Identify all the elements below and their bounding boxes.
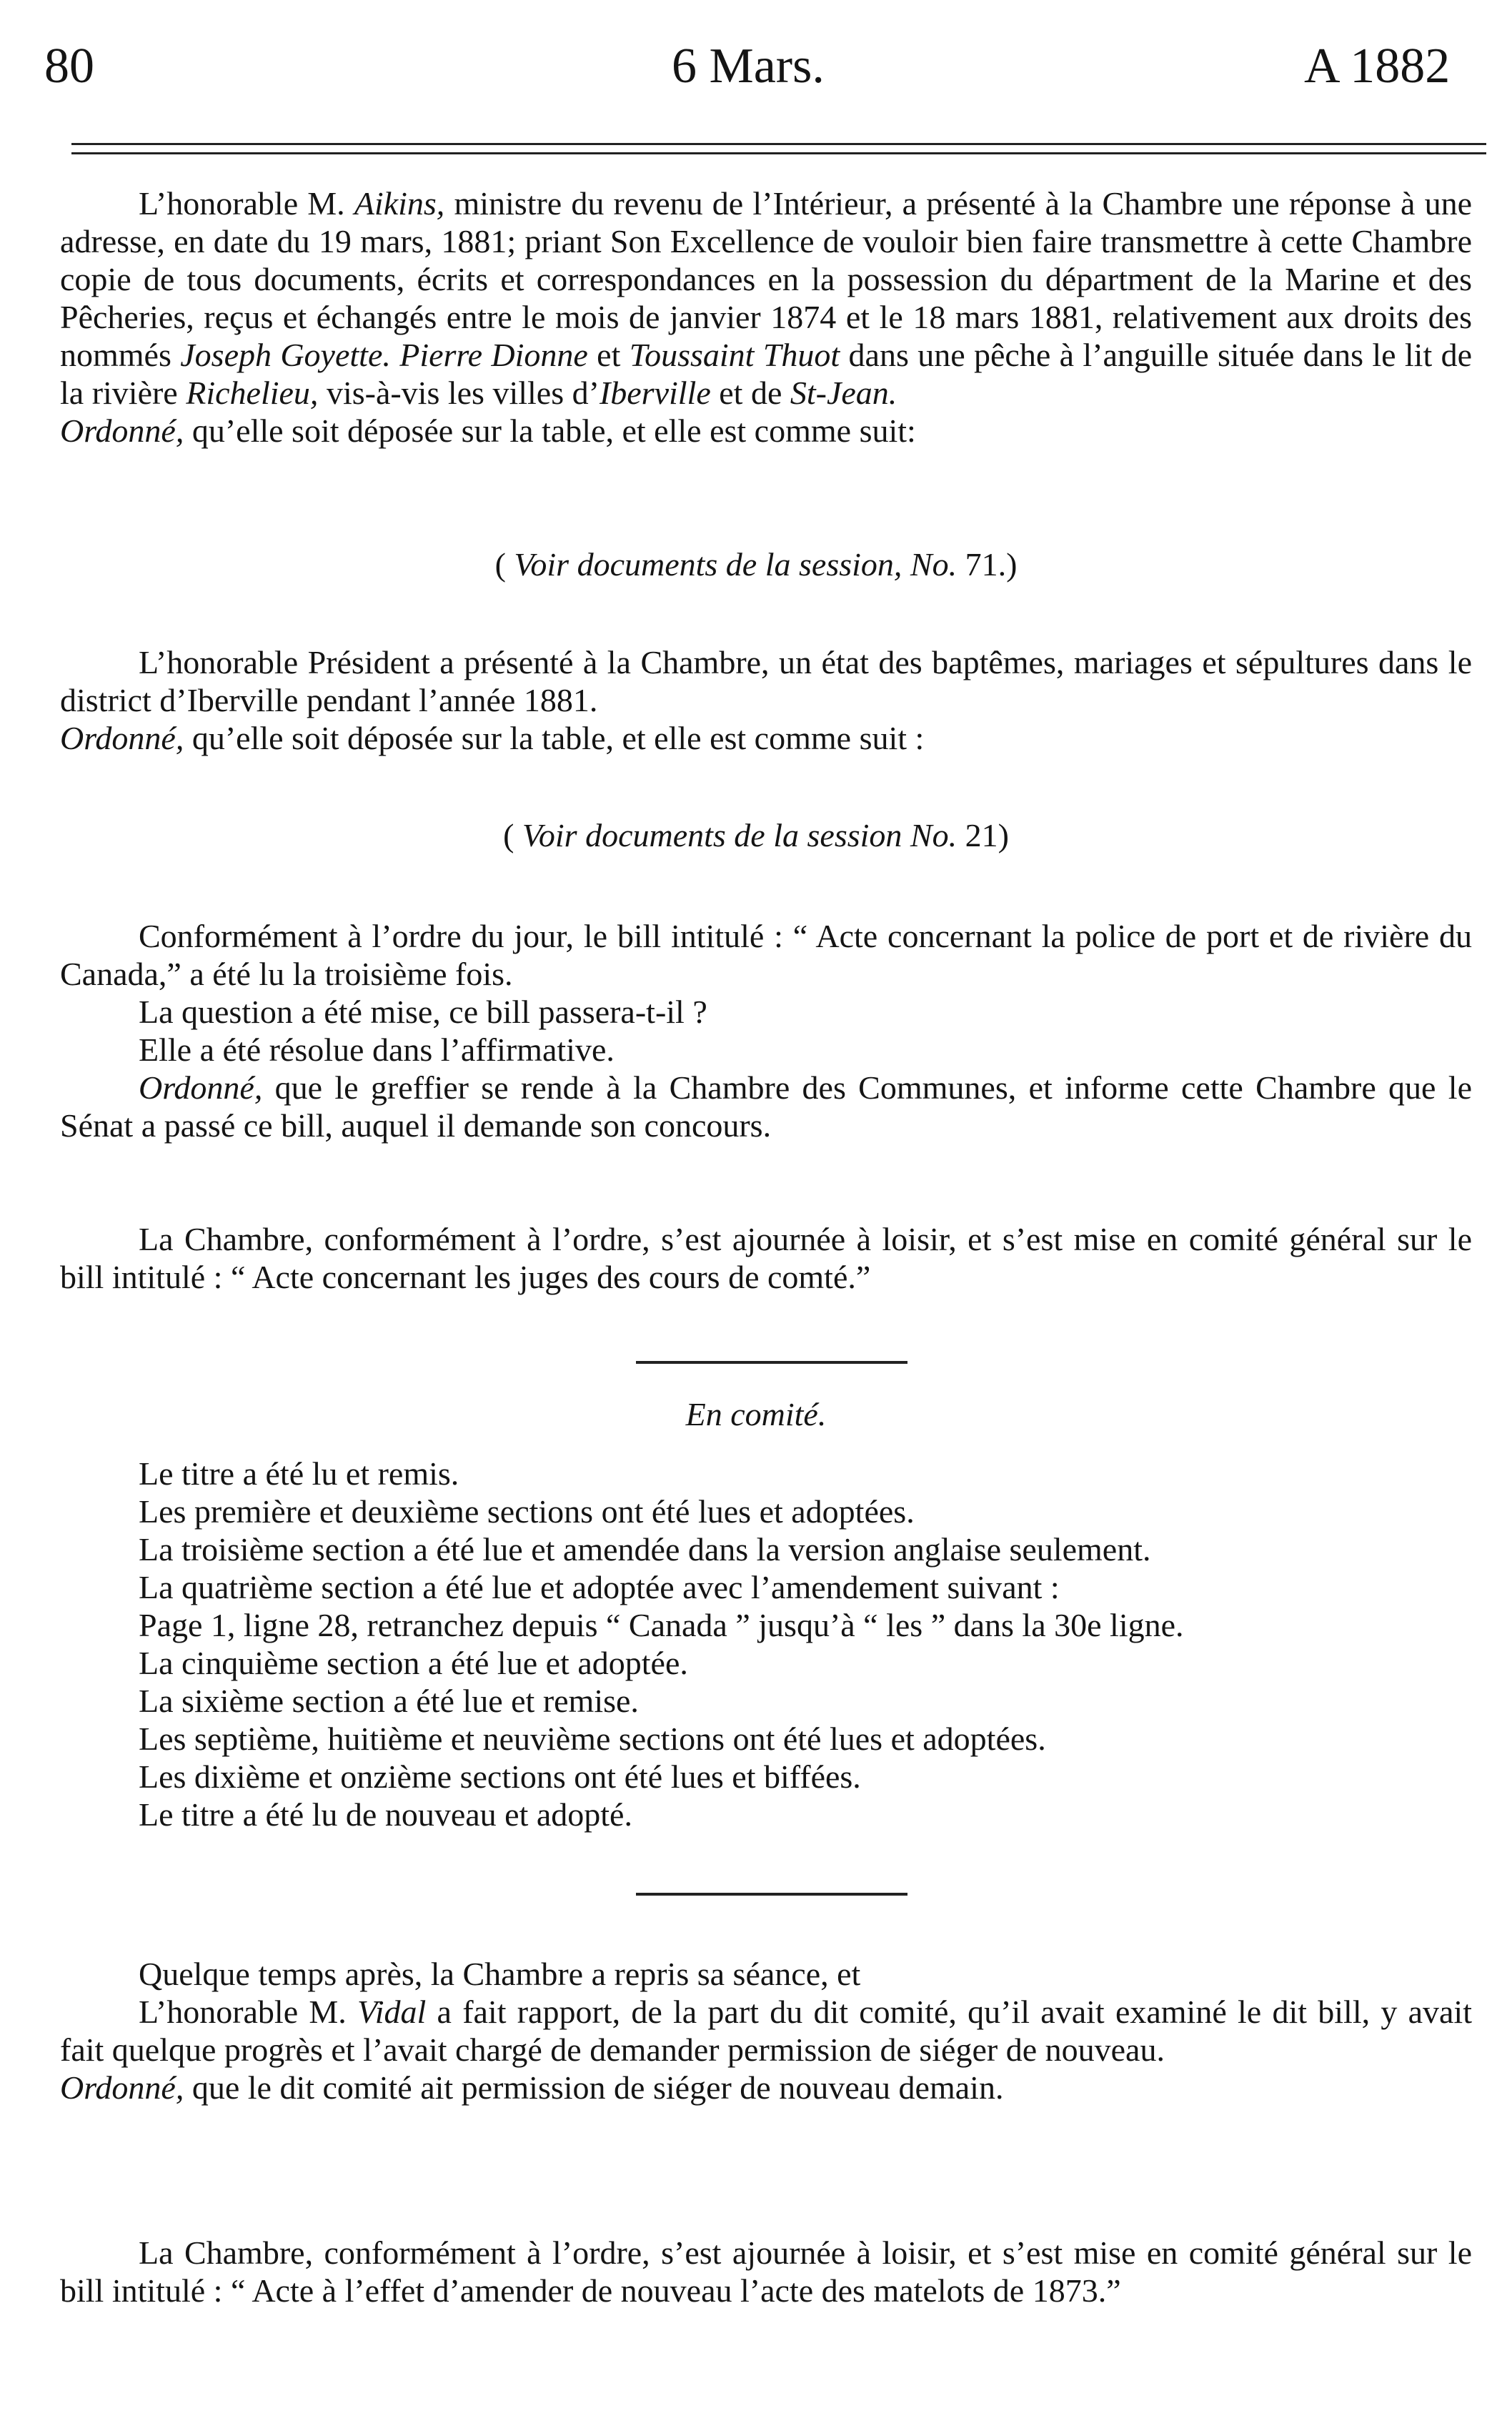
aikins-ordre: Ordonné, qu’elle soit déposée sur la table, et elle est comme suit: (60, 412, 916, 449)
comite-item: Les première et deuxième sections ont été lues et adoptées. (139, 1493, 915, 1530)
matelots-bill-text: La Chambre, conformément à l’ordre, s’est ajournée à loisir, et s’est mise en comité général sur le bill intitulé : “ Acte à l’effet d’amender de nouveau l’acte des matelots de 1873.” (60, 2234, 1472, 2309)
comite-item: Page 1, ligne 28, retranchez depuis “ Canada ” jusqu’à “ les ” dans la 30e ligne. (139, 1607, 1184, 1643)
reference-session-21: ( Voir documents de la session No. 21) (503, 817, 1009, 853)
header-rule (71, 143, 1486, 154)
president-ordre: Ordonné, qu’elle soit déposée sur la table, et elle est comme suit : (60, 720, 925, 756)
comite-title: En comité. (685, 1396, 827, 1432)
juges-bill-text: La Chambre, conformément à l’ordre, s’est ajournée à loisir, et s’est mise en comité général sur le bill intitulé : “ Acte concernant les juges des cours de comté.” (60, 1221, 1472, 1295)
question-line: La question a été mise, ce bill passera-t-il ? (139, 994, 707, 1030)
comite-items (60, 1455, 1472, 1833)
vidal-text: L’honorable M. Vidal a fait rapport, de la part du dit comité, qu’il avait examiné le dit bill, y avait fait quelque progrès et l’avait chargé de demander permission de siéger de nouveau. (60, 1994, 1472, 2068)
section-divider (636, 1361, 907, 1364)
comite-item: Les dixième et onzième sections ont été lues et biffées. (139, 1758, 861, 1795)
comite-item: Les septième, huitième et neuvième sections ont été lues et adoptées. (139, 1720, 1046, 1757)
paragraph-police-bill (60, 917, 1472, 1144)
police-bill-ordre: Ordonné, que le greffier se rende à la Chambre des Communes, et informe cette Chambre que le Sénat a passé ce bill, auquel il demande son concours. (60, 1069, 1472, 1144)
paragraph-president (60, 643, 1472, 757)
police-bill-text: Conformément à l’ordre du jour, le bill intitulé : “ Acte concernant la police de port et de rivière du Canada,” a été lu la troisième fois. (60, 918, 1472, 992)
section-divider (636, 1893, 907, 1896)
reference-session-71: ( Voir documents de la session, No. 71.) (494, 546, 1018, 583)
paragraph-matelots-bill (60, 2234, 1472, 2309)
comite-item: La cinquième section a été lue et adoptée. (139, 1645, 688, 1681)
president-text: L’honorable Président a présenté à la Chambre, un état des baptêmes, mariages et sépultures dans le district d’Iberville pendant l’année 1881. (60, 644, 1472, 718)
page-number: 80 (44, 39, 94, 94)
comite-item: Le titre a été lu et remis. (139, 1455, 459, 1492)
comite-item: Le titre a été lu de nouveau et adopté. (139, 1796, 632, 1833)
comite-item: La quatrième section a été lue et adoptée avec l’amendement suivant : (139, 1569, 1060, 1605)
comite-item: La troisième section a été lue et amendée dans la version anglaise seulement. (139, 1531, 1151, 1568)
vidal-ordre: Ordonné, que le dit comité ait permission de siéger de nouveau demain. (60, 2069, 1004, 2106)
aikins-text: L’honorable M. Aikins, ministre du revenu de l’Intérieur, a présenté à la Chambre une réponse à une adresse, en date du 19 mars, 1881; priant Son Excellence de vouloir bien faire transmettre à cette Chambre copie de tous documents, écrits et correspondances en la possession du départment de la Marine et des Pêcheries, reçus et échangés entre le mois de janvier 1874 et le 18 mars 1881, relativement aux droits des nommés Joseph Goyette. Pierre Dionne et Toussaint Thuot dans une pêche à l’anguille située dans le lit de la rivière Richelieu, vis-à-vis les villes d’Iberville et de St-Jean. (60, 185, 1472, 411)
resolution-line: Elle a été résolue dans l’affirmative. (139, 1031, 615, 1068)
paragraph-juges-bill (60, 1220, 1472, 1296)
paragraph-vidal (60, 1955, 1472, 2106)
seance-line: Quelque temps après, la Chambre a repris sa séance, et (139, 1956, 861, 1992)
comite-item: La sixième section a été lue et remise. (139, 1683, 639, 1719)
paragraph-aikins (60, 184, 1472, 450)
page-year: A 1882 (1304, 39, 1451, 94)
page-date: 6 Mars. (672, 39, 825, 94)
